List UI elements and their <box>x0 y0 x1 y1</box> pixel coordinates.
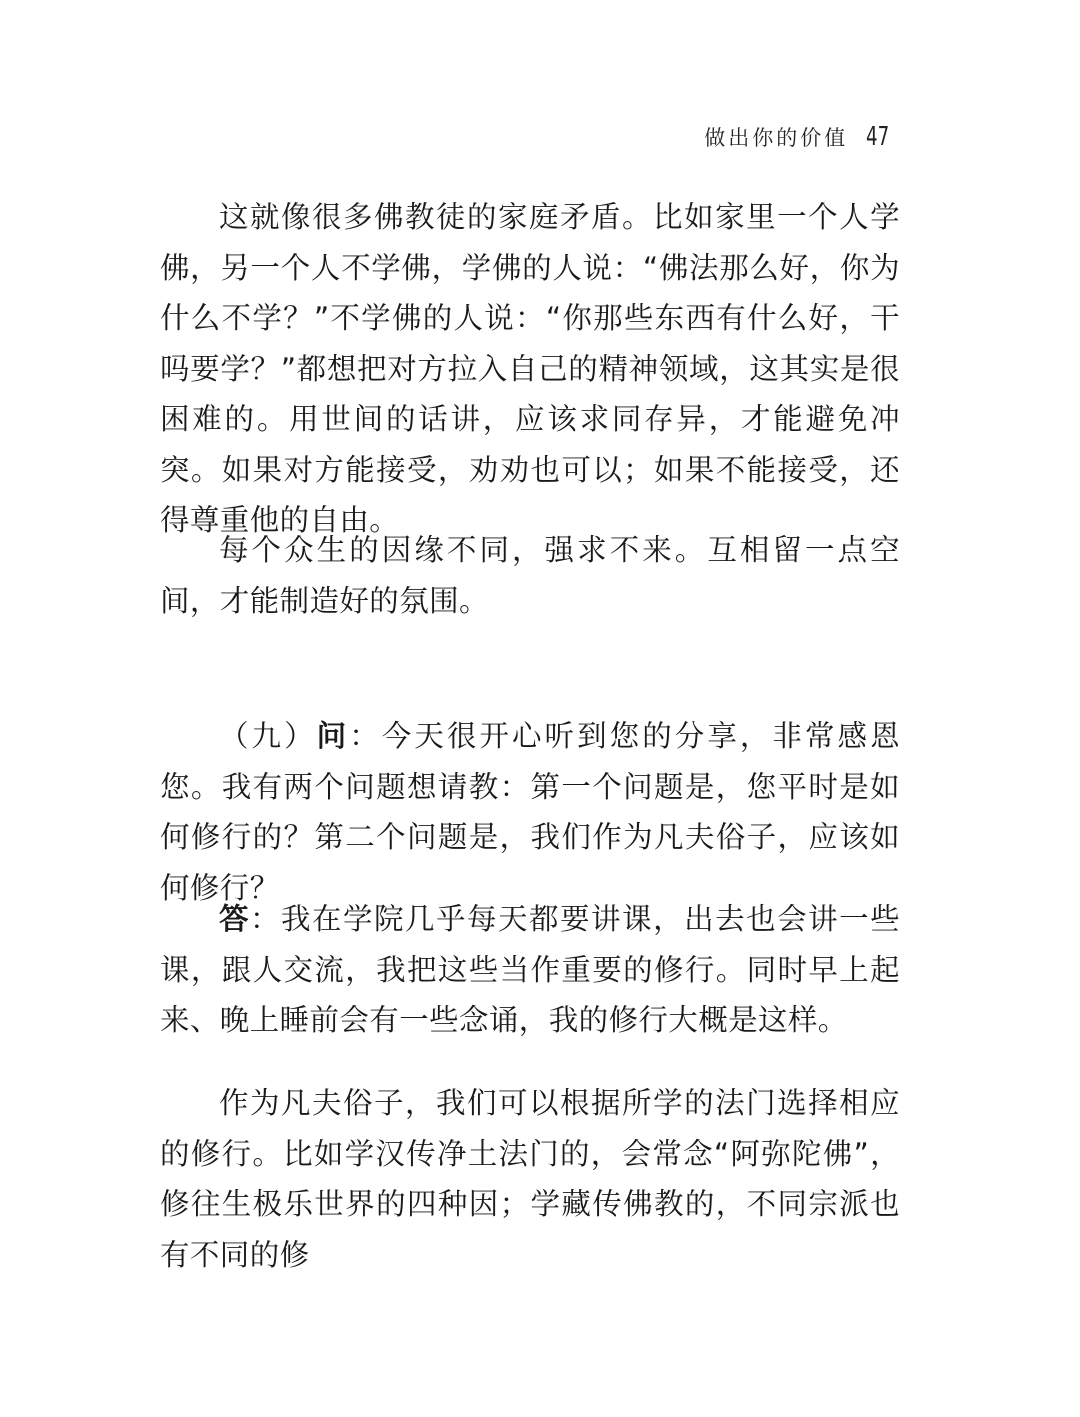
question-nine <box>160 711 900 913</box>
question-paragraph <box>160 711 900 913</box>
paragraph-text: 作为凡夫俗子，我们可以根据所学的法门选择相应的修行。比如学汉传净土法门的，会常念“阿弥陀佛”，修往生极乐世界的四种因；学藏传佛教的，不同宗派也有不同的修 <box>160 1086 900 1272</box>
paragraph-text: 这就像很多佛教徒的家庭矛盾。比如家里一个人学佛，另一个人不学佛，学佛的人说：“佛法那么好，你为什么不学？”不学佛的人说：“你那些东西有什么好，干吗要学？”都想把对方拉入自己的精神领域，这其实是很困难的。用世间的话讲，应该求同存异，才能避免冲突。如果对方能接受，劝劝也可以；如果不能接受，还得尊重他的自由。 <box>160 200 900 537</box>
page-number: 47 <box>866 122 890 152</box>
question-label: 问 <box>316 718 350 753</box>
answer-paragraph <box>160 894 900 1046</box>
paragraph-karmic-conditions <box>160 525 900 626</box>
question-text: ：今天很开心听到您的分享，非常感恩您。我有两个问题想请教：第一个问题是，您平时是如何修行的？第二个问题是，我们作为凡夫俗子，应该如何修行？ <box>160 719 900 905</box>
chapter-title: 做出你的价值 <box>704 126 849 150</box>
question-number: （九） <box>219 719 317 753</box>
paragraph-family-conflict <box>160 192 900 546</box>
paragraph-practice <box>160 1078 900 1280</box>
running-header <box>704 122 896 152</box>
answer-label: 答 <box>219 902 251 936</box>
answer-text: ：我在学院几乎每天都要讲课，出去也会讲一些课，跟人交流，我把这些当作重要的修行。同时早上起来、晚上睡前会有一些念诵，我的修行大概是这样。 <box>160 902 900 1037</box>
answer-nine <box>160 894 900 1046</box>
paragraph-text: 每个众生的因缘不同，强求不来。互相留一点空间，才能制造好的氛围。 <box>160 533 900 618</box>
